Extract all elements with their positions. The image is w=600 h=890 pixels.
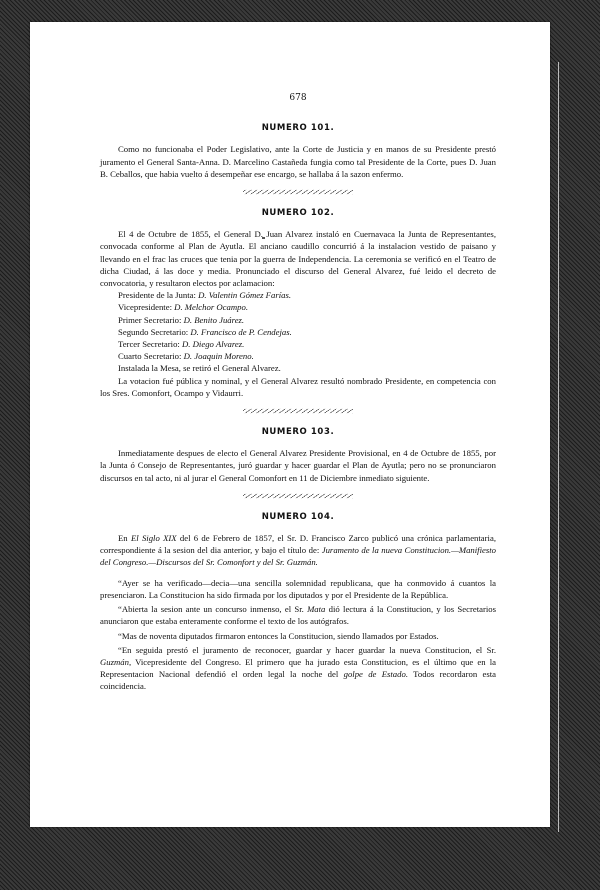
paragraph: Inmediatamente despues de electo el General Alvarez Presidente Provisional, en 4 de Octubre de 1855, por la Junta ó Consejo de Representantes, juró guardar y hacer guardar el Plan de Ayutla; pero no se pronunciaron discursos en tal acto, ni al jurar el General Comonfort en 11 de Diciembre inmediato siguiente. [100, 448, 496, 483]
officer-name: D. Melchor Ocampo. [174, 302, 248, 313]
section-103 [100, 426, 496, 484]
emphasis: golpe de Estado. [343, 669, 409, 680]
ornamental-divider [243, 409, 353, 413]
section-102 [100, 207, 496, 399]
paragraph: Como no funcionaba el Poder Legislativo, ante la Corte de Justicia y en manos de su Presidente prestó juramento el General Santa-Anna. D. Marcelino Castañeda fungia como tal Presidente de la Corte, pues D. Juan B. Ceballos, que habia vuelto á desempeñar ese encargo, se hallaba á la sazon enfermo. [100, 144, 496, 179]
newspaper-title: El Siglo XIX [130, 533, 177, 544]
person-name: Guzmán [100, 656, 129, 667]
officer-line [100, 314, 496, 326]
officer-role: Vicepresidente: [118, 302, 172, 313]
officer-line [100, 338, 496, 350]
text-run: En [118, 533, 131, 544]
officer-role: Tercer Secretario: [118, 339, 180, 350]
officer-role: Presidente de la Junta: [118, 290, 196, 301]
text-run: “Abierta la sesion ante un concurso inmenso, el Sr. [118, 604, 308, 615]
officer-line [100, 350, 496, 362]
ornamental-divider [243, 494, 353, 498]
person-name: Mata [307, 604, 326, 615]
officer-name: D. Diego Alvarez. [182, 339, 245, 350]
officer-role: Primer Secretario: [118, 314, 182, 325]
text-run: dió lectura á la Constitucion, y los Secretarios anunciaron que estaba enteramente conforme el texto de los autógrafos. [100, 604, 496, 627]
section-heading: NUMERO 104. [261, 511, 335, 522]
officer-role: Cuarto Secretario: [118, 351, 182, 362]
ornamental-divider [243, 190, 353, 194]
page-edge-line [558, 62, 559, 832]
officer-line [100, 289, 496, 301]
section-104 [100, 511, 496, 693]
text-run: , Vicepresidente del Congreso. El primero que ha jurado esta Constitucion, es el último que en la Representacion Nacional defendió el orden legal la noche del [100, 656, 496, 680]
text-run: “En seguida prestó el juramento de reconocer, guardar y hacer guardar la nueva Constitucion, el Sr. [118, 644, 496, 655]
officer-name: D. Francisco de P. Cendejas. [190, 326, 292, 337]
section-heading: NUMERO 101. [261, 123, 335, 134]
officer-line [100, 326, 496, 338]
officer-name: D. Benito Juárez. [183, 314, 245, 325]
paragraph: Instalada la Mesa, se retiró el General Alvarez. [118, 363, 281, 374]
page-content [100, 92, 496, 695]
paragraph [100, 532, 496, 569]
quote-paragraph [100, 603, 496, 627]
officer-role: Segundo Secretario: [118, 326, 189, 337]
officer-name: D. Valentin Gómez Farías. [198, 290, 292, 301]
quote-paragraph: “Ayer se ha verificado—decia—una sencilla solemnidad republicana, que ha conmovido á cuantos la presenciaron. La Constitucion ha sido firmada por los diputados y por el Presidente de la República. [100, 577, 496, 600]
page-number: 678 [289, 93, 307, 103]
text-run: Todos recordaron esta coincidencia. [100, 669, 497, 692]
paragraph: La votacion fué pública y nominal, y el General Alvarez resultó nombrado Presidente, en competencia con los Sres. Comonfort, Ocampo y Vidaurri. [100, 375, 496, 398]
officer-line [100, 301, 496, 313]
paragraph: El 4 de Octubre de 1855, el General D. Juan Alvarez instaló en Cuernavaca la Junta de Representantes, convocada conforme al Plan de Ayutla. El anciano caudillo concurrió á la instalacion vestido de paisano y llevando en el frac las cruces que tenia por la guerra de Independencia. La ceremonia se verificó en el Teatro de dicha Ciudad, á las doce y media. Pronunciado el discurso del General Alvarez, fué leido el decreto de convocatoria, y resultaron electos por aclamacion: [100, 229, 496, 289]
section-101 [100, 122, 496, 180]
quote-paragraph: “Mas de noventa diputados firmaron entonces la Constitucion, siendo llamados por Estados. [118, 630, 439, 641]
section-heading: NUMERO 102. [261, 208, 335, 219]
section-heading: NUMERO 103. [261, 427, 335, 438]
quote-paragraph [100, 644, 496, 693]
officer-name: D. Joaquin Moreno. [183, 351, 254, 362]
chronicle-title: Juramento de la nueva Constitucion.—Manifiesto del Congreso.—Discursos del Sr. Comonfort y del Sr. Guzmán. [100, 545, 496, 568]
text-run: del 6 de Febrero de 1857, el Sr. D. Francisco Zarco publicó una crónica parlamentaria, correspondiente á la sesion del dia anterior, y bajo el título de: [100, 533, 496, 556]
quote-block [100, 577, 496, 693]
